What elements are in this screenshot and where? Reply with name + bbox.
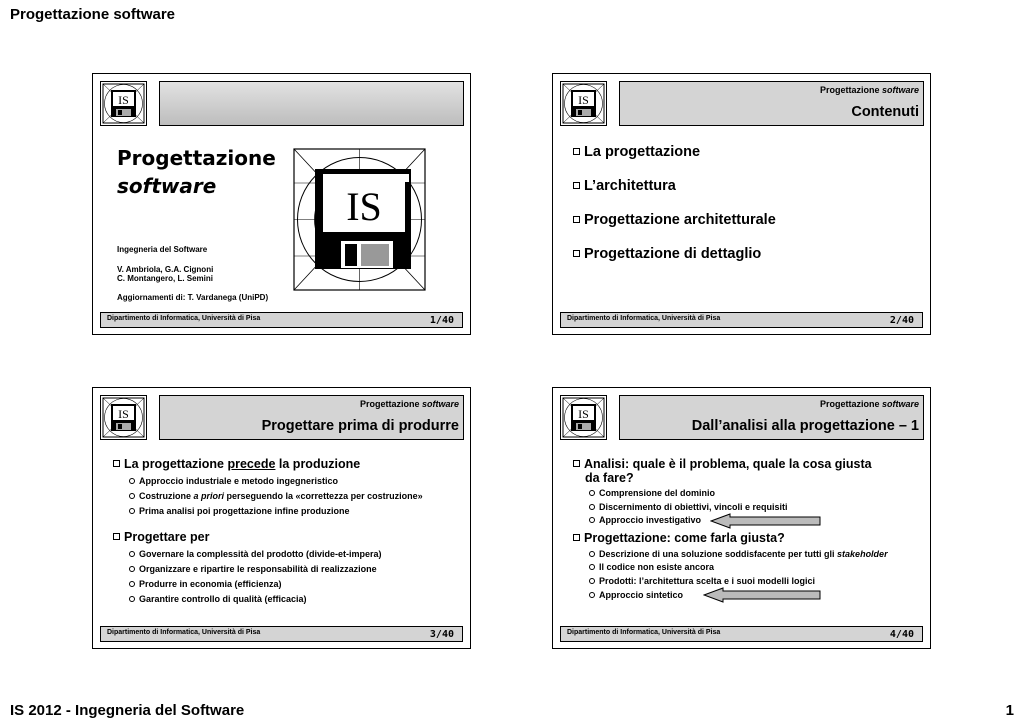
square-bullet-icon xyxy=(573,216,580,223)
list-item: La progettazione precede la produzione xyxy=(113,457,360,471)
page-footer-title: IS 2012 - Ingegneria del Software xyxy=(10,702,245,719)
slide-footer xyxy=(560,312,923,328)
circle-bullet-icon xyxy=(589,490,595,496)
slide-title: Contenuti xyxy=(851,104,919,120)
logo-text: IS xyxy=(118,93,129,107)
square-bullet-icon xyxy=(573,148,580,155)
slide-title-line1: Progettazione xyxy=(117,146,276,170)
sub-item: Prima analisi poi progettazione infine produzione xyxy=(129,506,350,516)
sub-item: Governare la complessità del prodotto (divide-et-impera) xyxy=(129,549,382,559)
breadcrumb: Progettazione software xyxy=(819,85,919,95)
sub-item: Approccio industriale e metodo ingegneristico xyxy=(129,476,338,486)
list-item: Progettazione di dettaglio xyxy=(573,246,761,262)
title-bar xyxy=(159,81,464,126)
breadcrumb: Progettazione software xyxy=(819,399,919,409)
sub-item: Il codice non esiste ancora xyxy=(589,562,714,572)
slide-number: 3/40 xyxy=(429,629,454,640)
circle-bullet-icon xyxy=(589,517,595,523)
department-label: Dipartimento di Informatica, Università di Pisa xyxy=(567,315,721,322)
title-bar xyxy=(619,395,924,440)
circle-bullet-icon xyxy=(129,478,135,484)
title-bar xyxy=(619,81,924,126)
circle-bullet-icon xyxy=(129,508,135,514)
page-header: Progettazione software xyxy=(10,6,176,23)
circle-bullet-icon xyxy=(129,566,135,572)
svg-text:IS: IS xyxy=(578,93,589,107)
slide-footer xyxy=(100,626,463,642)
slide-footer xyxy=(560,626,923,642)
slide-title: Progettare prima di produrre xyxy=(261,418,459,434)
arrow-left-icon xyxy=(703,587,822,608)
is-logo xyxy=(560,395,607,440)
department-label: Dipartimento di Informatica, Università di Pisa xyxy=(107,315,261,322)
sub-item: Costruzione a priori perseguendo la «correttezza per costruzione» xyxy=(129,491,423,501)
slide-number: 4/40 xyxy=(889,629,914,640)
sub-item: Produrre in economia (efficienza) xyxy=(129,579,282,589)
circle-bullet-icon xyxy=(589,578,595,584)
square-bullet-icon xyxy=(113,533,120,540)
circle-bullet-icon xyxy=(589,551,595,557)
sub-item: Garantire controllo di qualità (efficacia) xyxy=(129,594,307,604)
authors-line1: V. Ambriola, G.A. Cignoni xyxy=(117,265,214,274)
list-item-continuation: da fare? xyxy=(585,471,634,485)
sub-item: Comprensione del dominio xyxy=(589,488,715,498)
square-bullet-icon xyxy=(573,250,580,257)
department-label: Dipartimento di Informatica, Università di Pisa xyxy=(567,629,721,636)
big-logo-text: IS xyxy=(346,184,382,229)
square-bullet-icon xyxy=(113,460,120,467)
breadcrumb: Progettazione software xyxy=(359,399,459,409)
is-logo xyxy=(100,395,147,440)
slide-3 xyxy=(92,387,471,649)
sub-item: Discernimento di obiettivi, vincoli e requisiti xyxy=(589,502,788,512)
sub-item: Prodotti: l’architettura scelta e i suoi modelli logici xyxy=(589,576,815,586)
list-item: La progettazione xyxy=(573,144,700,160)
circle-bullet-icon xyxy=(589,504,595,510)
circle-bullet-icon xyxy=(589,564,595,570)
list-item: Progettazione: come farla giusta? xyxy=(573,531,785,545)
course-name: Ingegneria del Software xyxy=(117,245,208,254)
page-number: 1 xyxy=(1005,702,1014,719)
list-item: Progettare per xyxy=(113,530,209,544)
big-is-logo xyxy=(293,148,426,291)
department-label: Dipartimento di Informatica, Università di Pisa xyxy=(107,629,261,636)
slide-number: 2/40 xyxy=(889,315,914,326)
authors-line2: C. Montangero, L. Semini xyxy=(117,274,214,283)
circle-bullet-icon xyxy=(129,551,135,557)
list-item: L’architettura xyxy=(573,178,676,194)
slide-2 xyxy=(552,73,931,335)
square-bullet-icon xyxy=(573,182,580,189)
circle-bullet-icon xyxy=(129,581,135,587)
sub-item: Descrizione di una soluzione soddisfacente per tutti gli stakeholder xyxy=(589,549,888,559)
square-bullet-icon xyxy=(573,534,580,541)
sub-item: Approccio sintetico xyxy=(589,590,683,600)
slide-footer xyxy=(100,312,463,328)
updates-line: Aggiornamenti di: T. Vardanega (UniPD) xyxy=(117,293,269,302)
is-logo xyxy=(560,81,607,126)
slide-1 xyxy=(92,73,471,335)
square-bullet-icon xyxy=(573,460,580,467)
list-item: Progettazione architetturale xyxy=(573,212,776,228)
circle-bullet-icon xyxy=(589,592,595,598)
list-item: Analisi: quale è il problema, quale la cosa giusta xyxy=(573,457,872,471)
sub-item: Organizzare e ripartire le responsabilità di realizzazione xyxy=(129,564,377,574)
circle-bullet-icon xyxy=(129,596,135,602)
svg-text:IS: IS xyxy=(578,407,589,421)
slide-title-line2: software xyxy=(117,174,217,198)
slide-number: 1/40 xyxy=(429,315,454,326)
is-logo xyxy=(100,81,147,126)
title-bar xyxy=(159,395,464,440)
slide-title: Dall’analisi alla progettazione – 1 xyxy=(691,418,919,434)
svg-text:IS: IS xyxy=(118,407,129,421)
sub-item: Approccio investigativo xyxy=(589,515,701,525)
circle-bullet-icon xyxy=(129,493,135,499)
slide-4 xyxy=(552,387,931,649)
